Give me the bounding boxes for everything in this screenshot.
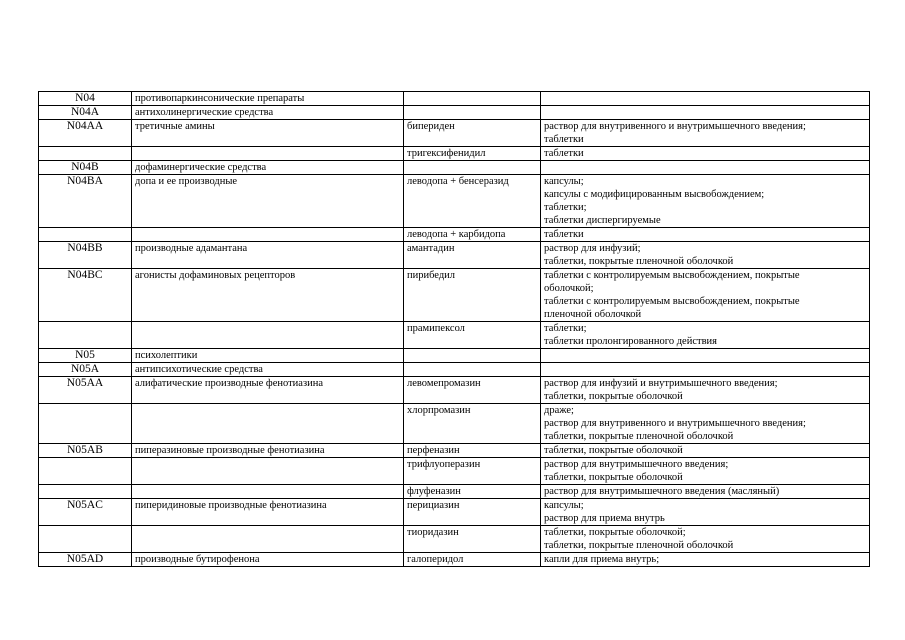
atc-code-cell: N04AA — [39, 120, 132, 147]
table-row — [39, 377, 870, 404]
atc-code-cell: N05AC — [39, 499, 132, 526]
table-row — [39, 458, 870, 485]
atc-code-cell — [39, 404, 132, 444]
anatomical-group-cell: агонисты дофаминовых рецепторов — [132, 269, 404, 322]
drug-name-cell: галоперидол — [404, 553, 541, 567]
atc-code-cell: N04 — [39, 92, 132, 106]
anatomical-group-cell — [132, 485, 404, 499]
dosage-form-line: раствор для приема внутрь — [544, 513, 665, 524]
anatomical-group-cell: противопаркинсонические препараты — [132, 92, 404, 106]
dosage-form-line: таблетки; — [544, 202, 587, 213]
drug-name-cell: трифлуоперазин — [404, 458, 541, 485]
anatomical-group-cell: алифатические производные фенотиазина — [132, 377, 404, 404]
table-row — [39, 92, 870, 106]
drug-name-cell — [404, 106, 541, 120]
drug-name-cell: тиоридазин — [404, 526, 541, 553]
dosage-forms-cell — [541, 322, 870, 349]
dosage-form-line: таблетки, покрытые оболочкой — [544, 445, 683, 456]
table-row — [39, 363, 870, 377]
drug-name-cell: амантадин — [404, 242, 541, 269]
table-row — [39, 242, 870, 269]
drug-name-cell: перициазин — [404, 499, 541, 526]
table-row — [39, 404, 870, 444]
dosage-form-line: капсулы; — [544, 500, 584, 511]
dosage-form-line: драже; — [544, 405, 574, 416]
drug-name-cell: флуфеназин — [404, 485, 541, 499]
anatomical-group-cell: производные бутирофенона — [132, 553, 404, 567]
table-row — [39, 349, 870, 363]
drug-name-cell — [404, 92, 541, 106]
anatomical-group-cell: третичные амины — [132, 120, 404, 147]
table-body — [39, 92, 870, 567]
dosage-form-line: таблетки, покрытые оболочкой; — [544, 527, 686, 538]
drug-name-cell: перфеназин — [404, 444, 541, 458]
dosage-forms-cell — [541, 377, 870, 404]
dosage-form-line: оболочкой; — [544, 283, 594, 294]
drug-name-cell: бипериден — [404, 120, 541, 147]
dosage-form-line: таблетки — [544, 229, 584, 240]
anatomical-group-cell — [132, 526, 404, 553]
dosage-forms-cell — [541, 269, 870, 322]
dosage-forms-cell — [541, 161, 870, 175]
dosage-form-line: таблетки — [544, 148, 584, 159]
table-row — [39, 120, 870, 147]
dosage-form-line: таблетки, покрытые оболочкой — [544, 472, 683, 483]
dosage-form-line: раствор для внутривенного и внутримышечного введения; — [544, 418, 806, 429]
atc-code-cell: N04BB — [39, 242, 132, 269]
drug-name-cell: леводопа + бенсеразид — [404, 175, 541, 228]
anatomical-group-cell: дофаминергические средства — [132, 161, 404, 175]
dosage-form-line: раствор для внутримышечного введения; — [544, 459, 729, 470]
table-row — [39, 161, 870, 175]
dosage-form-line: капсулы; — [544, 176, 584, 187]
dosage-form-line: таблетки диспергируемые — [544, 215, 661, 226]
table-row — [39, 322, 870, 349]
dosage-forms-cell — [541, 228, 870, 242]
dosage-forms-cell — [541, 106, 870, 120]
atc-code-cell: N05AB — [39, 444, 132, 458]
drug-name-cell: хлорпромазин — [404, 404, 541, 444]
dosage-form-line: таблетки, покрытые оболочкой — [544, 391, 683, 402]
dosage-forms-cell — [541, 363, 870, 377]
table-row — [39, 147, 870, 161]
drug-name-cell: пирибедил — [404, 269, 541, 322]
dosage-forms-cell — [541, 458, 870, 485]
drug-name-cell — [404, 363, 541, 377]
dosage-form-line: таблетки, покрытые пленочной оболочкой — [544, 256, 734, 267]
atc-code-cell: N04BA — [39, 175, 132, 228]
anatomical-group-cell: антихолинергические средства — [132, 106, 404, 120]
anatomical-group-cell — [132, 322, 404, 349]
dosage-form-line: капли для приема внутрь; — [544, 554, 660, 565]
dosage-form-line: таблетки, покрытые пленочной оболочкой — [544, 540, 734, 551]
table-row — [39, 444, 870, 458]
table-row — [39, 228, 870, 242]
drug-name-cell — [404, 161, 541, 175]
atc-code-cell: N04BC — [39, 269, 132, 322]
dosage-form-line: раствор для внутривенного и внутримышечного введения; — [544, 121, 806, 132]
dosage-form-line: таблетки, покрытые пленочной оболочкой — [544, 431, 734, 442]
anatomical-group-cell: допа и ее производные — [132, 175, 404, 228]
atc-code-cell: N05AA — [39, 377, 132, 404]
anatomical-group-cell — [132, 147, 404, 161]
drug-name-cell: левомепромазин — [404, 377, 541, 404]
dosage-form-line: таблетки с контролируемым высвобождением, покрытые — [544, 296, 800, 307]
dosage-form-line: таблетки; — [544, 323, 587, 334]
dosage-form-line: таблетки пролонгированного действия — [544, 336, 717, 347]
dosage-forms-cell — [541, 120, 870, 147]
atc-code-cell — [39, 485, 132, 499]
anatomical-group-cell: антипсихотические средства — [132, 363, 404, 377]
dosage-forms-cell — [541, 349, 870, 363]
table-row — [39, 553, 870, 567]
table-row — [39, 499, 870, 526]
atc-code-cell: N05 — [39, 349, 132, 363]
table-row — [39, 175, 870, 228]
anatomical-group-cell: психолептики — [132, 349, 404, 363]
dosage-forms-cell — [541, 175, 870, 228]
dosage-form-line: таблетки с контролируемым высвобождением, покрытые — [544, 270, 800, 281]
table-row — [39, 526, 870, 553]
dosage-forms-cell — [541, 242, 870, 269]
anatomical-group-cell — [132, 228, 404, 242]
drug-name-cell: тригексифенидил — [404, 147, 541, 161]
dosage-forms-cell — [541, 485, 870, 499]
atc-code-cell: N04B — [39, 161, 132, 175]
drug-name-cell: прамипексол — [404, 322, 541, 349]
dosage-forms-cell — [541, 92, 870, 106]
atc-code-cell: N05A — [39, 363, 132, 377]
table-row — [39, 106, 870, 120]
drug-list-table — [38, 91, 870, 567]
atc-code-cell — [39, 322, 132, 349]
atc-code-cell: N04A — [39, 106, 132, 120]
drug-name-cell — [404, 349, 541, 363]
dosage-forms-cell — [541, 147, 870, 161]
dosage-form-line: раствор для инфузий и внутримышечного введения; — [544, 378, 778, 389]
atc-code-cell — [39, 526, 132, 553]
dosage-form-line: таблетки — [544, 134, 584, 145]
dosage-form-line: раствор для внутримышечного введения (масляный) — [544, 486, 780, 497]
dosage-form-line: раствор для инфузий; — [544, 243, 641, 254]
anatomical-group-cell — [132, 458, 404, 485]
atc-code-cell — [39, 458, 132, 485]
anatomical-group-cell — [132, 404, 404, 444]
table-row — [39, 485, 870, 499]
dosage-forms-cell — [541, 404, 870, 444]
drug-name-cell: леводопа + карбидопа — [404, 228, 541, 242]
dosage-forms-cell — [541, 444, 870, 458]
dosage-forms-cell — [541, 553, 870, 567]
dosage-forms-cell — [541, 526, 870, 553]
table-row — [39, 269, 870, 322]
atc-code-cell — [39, 228, 132, 242]
anatomical-group-cell: пиперазиновые производные фенотиазина — [132, 444, 404, 458]
dosage-form-line: капсулы с модифицированным высвобождением; — [544, 189, 765, 200]
atc-code-cell — [39, 147, 132, 161]
atc-code-cell: N05AD — [39, 553, 132, 567]
dosage-form-line: пленочной оболочкой — [544, 309, 642, 320]
anatomical-group-cell: производные адамантана — [132, 242, 404, 269]
anatomical-group-cell: пиперидиновые производные фенотиазина — [132, 499, 404, 526]
dosage-forms-cell — [541, 499, 870, 526]
